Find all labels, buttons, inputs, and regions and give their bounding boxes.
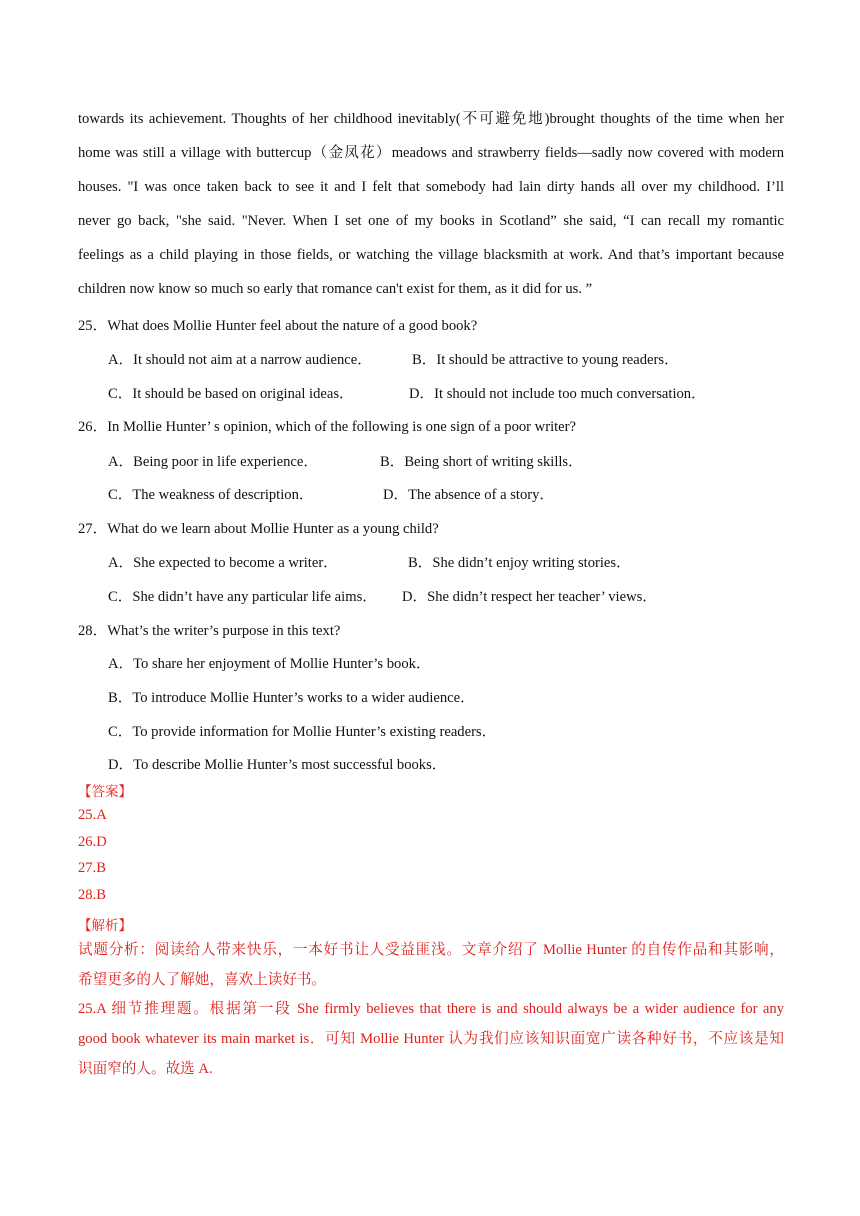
passage-line: children now know so much so early that romance can't exist for them, as it did for us. ” [78,281,593,297]
passage-line: towards its achievement. Thoughts of her childhood inevitably(不可避免地)brought thoughts of the time when her [78,111,784,127]
answer-item: 26.D [78,834,107,850]
passage-line: houses. "I was once taken back to see it and I felt that somebody had lain dirty hands all over my childhood. I’ll [78,179,784,195]
question-25-stem: 25．What does Mollie Hunter feel about the nature of a good book? [78,318,478,334]
passage-line: feelings as a child playing in those fields, or watching the village blacksmith at work. And that’s important because [78,247,784,263]
question-26-option-b: B．Being short of writing skills． [380,454,583,470]
analysis-summary-line: 希望更多的人了解她，喜欢上读好书。 [78,972,327,988]
question-27-option-b: B．She didn’t enjoy writing stories． [408,555,631,571]
analysis-summary [78,938,784,998]
question-25-option-a: A．It should not aim at a narrow audience． [108,352,372,368]
question-27-option-c: C．She didn’t have any particular life aims． [108,589,377,605]
question-25-option-b: B．It should be attractive to young readers． [412,352,679,368]
analysis-q25-line: good book whatever its main market is．可知 Mollie Hunter 认为我们应该知识面宽广读各种好书，不应该是知 [78,1031,784,1047]
answer-item: 25.A [78,807,107,823]
question-28-option-c: C．To provide information for Mollie Hunter’s existing readers． [108,724,497,740]
answer-heading: 【答案】 [78,784,132,800]
question-28-stem: 28．What’s the writer’s purpose in this text? [78,623,341,639]
analysis-q25-line: 识面窄的人。故选 A. [78,1061,213,1077]
question-25-option-c: C．It should be based on original ideas． [108,386,354,402]
question-25-option-d: D．It should not include too much conversation． [409,386,706,402]
question-27-stem: 27．What do we learn about Mollie Hunter as a young child? [78,521,439,537]
analysis-q25 [78,997,784,1087]
analysis-q25-line: 25.A 细节推理题。根据第一段 She firmly believes that there is and should always be a wider audience for any [78,1001,784,1017]
question-28-option-a: A．To share her enjoyment of Mollie Hunter’s book． [108,656,431,672]
question-28-option-d: D．To describe Mollie Hunter’s most successful books． [108,757,447,773]
analysis-heading: 【解析】 [78,918,132,934]
question-26-option-a: A．Being poor in life experience． [108,454,318,470]
passage [78,102,784,306]
question-27-option-d: D．She didn’t respect her teacher’ views． [402,589,657,605]
analysis-summary-line: 试题分析：阅读给人带来快乐，一本好书让人受益匪浅。文章介绍了 Mollie Hunter 的自传作品和其影响， [78,942,784,958]
passage-line: never go back, "she said. "Never. When I set one of my books in Scotland” she said, “I can recall my romantic [78,213,784,229]
question-26-stem: 26．In Mollie Hunter’ s opinion, which of the following is one sign of a poor writer? [78,419,576,435]
question-28-option-b: B．To introduce Mollie Hunter’s works to a wider audience． [108,690,475,706]
passage-line: home was still a village with buttercup（金凤花）meadows and strawberry fields—sadly now covered with modern [78,145,784,161]
question-26-option-d: D．The absence of a story． [383,487,555,503]
question-26-option-c: C．The weakness of description． [108,487,314,503]
answer-item: 28.B [78,887,106,903]
question-27-option-a: A．She expected to become a writer． [108,555,338,571]
answer-item: 27.B [78,860,106,876]
